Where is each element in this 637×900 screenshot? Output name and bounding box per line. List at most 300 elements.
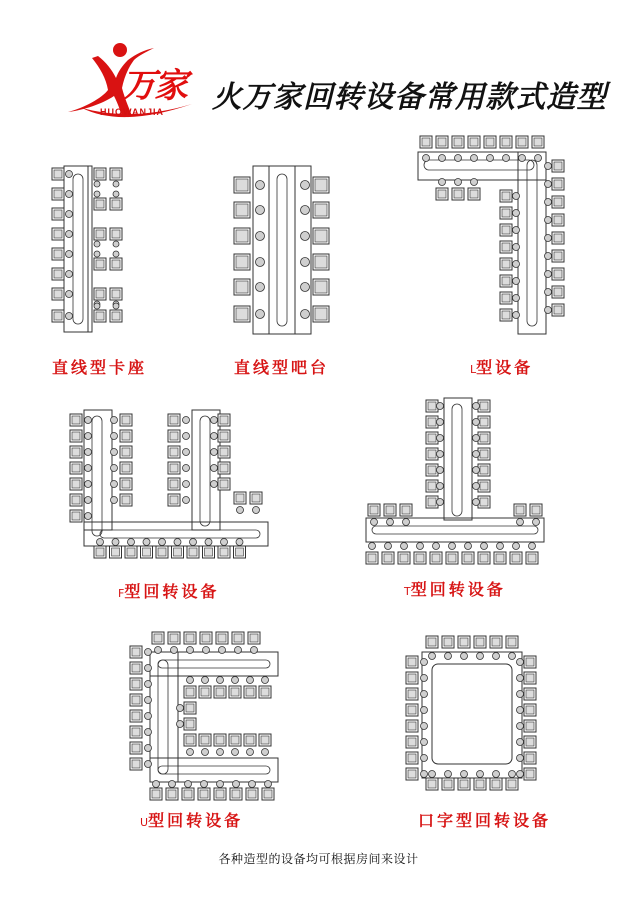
stool	[437, 435, 444, 442]
stool	[437, 451, 444, 458]
seat-cushion	[152, 790, 160, 798]
seat-cushion	[408, 690, 416, 698]
stool	[421, 771, 428, 778]
seat-cushion	[248, 790, 256, 798]
stool	[143, 539, 150, 546]
seat-cushion	[112, 200, 120, 208]
stool	[545, 253, 552, 260]
seat-cushion	[170, 448, 178, 456]
stool	[111, 433, 118, 440]
seat-cushion	[112, 170, 120, 178]
stool	[421, 707, 428, 714]
seat-cushion	[432, 554, 440, 562]
seat-cushion	[408, 754, 416, 762]
stool	[177, 705, 184, 712]
stool	[477, 653, 484, 660]
stool	[545, 307, 552, 314]
seat-cushion	[454, 190, 462, 198]
seat-cushion	[186, 688, 194, 696]
seat-cushion	[554, 162, 562, 170]
belt-counter	[150, 652, 178, 782]
seat-cushion	[96, 200, 104, 208]
seat-cushion	[54, 210, 62, 218]
seat-cushion	[54, 290, 62, 298]
caption-l-type: L型设备	[470, 358, 534, 377]
stool	[439, 155, 446, 162]
seat-cushion	[72, 432, 80, 440]
stool	[473, 483, 480, 490]
seat-cushion	[384, 554, 392, 562]
stool	[503, 155, 510, 162]
stool	[387, 519, 394, 526]
seat-cushion	[200, 790, 208, 798]
stool	[256, 283, 265, 292]
seat-cushion	[444, 780, 452, 788]
seat-cushion	[534, 138, 542, 146]
seat-cushion	[264, 790, 272, 798]
seat-cushion	[444, 638, 452, 646]
stool	[449, 543, 456, 550]
stool	[421, 739, 428, 746]
stool	[177, 721, 184, 728]
seat-cushion	[236, 308, 248, 320]
seat-cushion	[112, 290, 120, 298]
seat-cushion	[480, 418, 488, 426]
seat-cushion	[408, 722, 416, 730]
seat-cushion	[464, 554, 472, 562]
seat-cushion	[132, 728, 140, 736]
stool	[247, 677, 254, 684]
stool	[513, 244, 520, 251]
seat-cushion	[460, 780, 468, 788]
stool	[205, 539, 212, 546]
stool	[113, 181, 119, 187]
stool	[94, 191, 100, 197]
seat-cushion	[54, 190, 62, 198]
conveyor-track	[158, 660, 270, 668]
seat-cushion	[554, 306, 562, 314]
seat-cushion	[492, 780, 500, 788]
seat-cushion	[220, 464, 228, 472]
stool	[145, 761, 152, 768]
stool	[509, 653, 516, 660]
stool	[439, 179, 446, 186]
seat-cushion	[480, 498, 488, 506]
stool	[533, 519, 540, 526]
seat-cushion	[315, 204, 327, 216]
stool	[94, 241, 100, 247]
belt-counter	[150, 652, 278, 676]
seat-cushion	[261, 688, 269, 696]
stool	[85, 465, 92, 472]
seat-cushion	[54, 230, 62, 238]
seat-cushion	[132, 664, 140, 672]
stool	[545, 235, 552, 242]
seat-cushion	[512, 554, 520, 562]
seat-cushion	[480, 450, 488, 458]
stool	[211, 481, 218, 488]
stool	[66, 313, 73, 320]
stool	[301, 283, 310, 292]
belt-counter	[518, 152, 546, 334]
seat-cushion	[486, 138, 494, 146]
seat-cushion	[526, 658, 534, 666]
stool	[517, 771, 524, 778]
stool	[461, 771, 468, 778]
seat-cushion	[236, 179, 248, 191]
seat-cushion	[428, 418, 436, 426]
conveyor-track	[527, 160, 537, 326]
seat-cushion	[132, 696, 140, 704]
stool	[445, 771, 452, 778]
seat-cushion	[112, 312, 120, 320]
stool	[183, 481, 190, 488]
seat-cushion	[96, 312, 104, 320]
stool	[301, 206, 310, 215]
seat-cushion	[170, 496, 178, 504]
stool	[211, 433, 218, 440]
stool	[217, 749, 224, 756]
stool	[473, 435, 480, 442]
stool	[128, 539, 135, 546]
layout-straight-bar	[234, 166, 329, 334]
stool	[113, 241, 119, 247]
page-title: 火万家回转设备常用款式造型	[212, 80, 607, 115]
stool	[169, 781, 176, 788]
seat-cushion	[261, 736, 269, 744]
stool	[66, 231, 73, 238]
seat-cushion	[428, 498, 436, 506]
stool	[185, 781, 192, 788]
stool	[535, 155, 542, 162]
stool	[493, 771, 500, 778]
seat-cushion	[186, 634, 194, 642]
stool	[256, 206, 265, 215]
seat-cushion	[112, 260, 120, 268]
stool	[232, 749, 239, 756]
conveyor-track	[277, 174, 287, 326]
stool	[153, 781, 160, 788]
stool	[455, 155, 462, 162]
seat-cushion	[480, 434, 488, 442]
layout-f-type	[70, 410, 268, 558]
seat-cushion	[315, 308, 327, 320]
stool	[461, 653, 468, 660]
seat-cushion	[492, 638, 500, 646]
bar-counter	[253, 166, 311, 334]
seat-cushion	[122, 496, 130, 504]
seat-cushion	[428, 450, 436, 458]
seat-cushion	[184, 790, 192, 798]
stool	[513, 193, 520, 200]
seat-cushion	[502, 226, 510, 234]
seat-cushion	[408, 738, 416, 746]
conveyor-track	[432, 664, 512, 764]
belt-counter	[422, 652, 522, 778]
seat-cushion	[526, 690, 534, 698]
stool	[517, 659, 524, 666]
seat-cushion	[496, 554, 504, 562]
seat-cushion	[526, 770, 534, 778]
stool	[183, 449, 190, 456]
stool	[481, 543, 488, 550]
stool	[111, 497, 118, 504]
seat-cushion	[112, 230, 120, 238]
seat-cushion	[476, 638, 484, 646]
stool	[219, 647, 226, 654]
stool	[232, 677, 239, 684]
seat-cushion	[170, 432, 178, 440]
stool	[509, 771, 516, 778]
stool	[301, 181, 310, 190]
seat-cushion	[508, 638, 516, 646]
seat-cushion	[216, 790, 224, 798]
seat-cushion	[428, 466, 436, 474]
stool	[145, 745, 152, 752]
conveyor-track	[200, 416, 210, 526]
stool	[517, 519, 524, 526]
conveyor-track	[92, 416, 102, 536]
seat-cushion	[554, 234, 562, 242]
stool	[94, 303, 100, 309]
seat-cushion	[554, 270, 562, 278]
seat-cushion	[232, 790, 240, 798]
conveyor-track	[158, 766, 270, 774]
caption-u-type: U型回转设备	[140, 811, 244, 830]
stool	[66, 271, 73, 278]
caption-f-type: F型回转设备	[118, 582, 220, 601]
seat-cushion	[154, 634, 162, 642]
seat-cushion	[96, 230, 104, 238]
seat-cushion	[502, 277, 510, 285]
stool	[262, 749, 269, 756]
seat-cushion	[122, 480, 130, 488]
stool	[111, 417, 118, 424]
seat-cushion	[428, 402, 436, 410]
seat-cushion	[386, 506, 394, 514]
stool	[256, 310, 265, 319]
stool	[113, 191, 119, 197]
stool	[465, 543, 472, 550]
stool	[433, 543, 440, 550]
seat-cushion	[252, 494, 260, 502]
seat-cushion	[246, 688, 254, 696]
seat-cushion	[72, 480, 80, 488]
stool	[94, 181, 100, 187]
seat-cushion	[202, 634, 210, 642]
stool	[262, 677, 269, 684]
stool	[159, 539, 166, 546]
caption-straight-bar: 直线型吧台	[234, 358, 330, 377]
stool	[221, 539, 228, 546]
stool	[513, 295, 520, 302]
stool	[301, 232, 310, 241]
stool	[545, 163, 552, 170]
stool	[85, 497, 92, 504]
stool	[473, 419, 480, 426]
stool	[233, 781, 240, 788]
stool	[545, 217, 552, 224]
stool	[211, 417, 218, 424]
stool	[371, 519, 378, 526]
stool	[545, 289, 552, 296]
seat-cushion	[168, 790, 176, 798]
seat-cushion	[476, 780, 484, 788]
seat-cushion	[408, 658, 416, 666]
stool	[183, 497, 190, 504]
seat-cushion	[502, 138, 510, 146]
seat-cushion	[408, 770, 416, 778]
seat-cushion	[428, 482, 436, 490]
seat-cushion	[132, 648, 140, 656]
seat-cushion	[218, 634, 226, 642]
stool	[256, 232, 265, 241]
stool	[187, 677, 194, 684]
stool	[187, 749, 194, 756]
stool	[517, 739, 524, 746]
stool	[111, 481, 118, 488]
stool	[174, 539, 181, 546]
stool	[473, 467, 480, 474]
belt-counter	[150, 758, 278, 782]
seat-cushion	[236, 548, 244, 556]
seat-cushion	[246, 736, 254, 744]
layout-u-type	[130, 632, 278, 800]
stool	[471, 179, 478, 186]
seat-cushion	[460, 638, 468, 646]
seat-cushion	[438, 138, 446, 146]
seat-cushion	[480, 466, 488, 474]
stool	[265, 781, 272, 788]
seat-cushion	[236, 256, 248, 268]
stool	[251, 647, 258, 654]
stool	[473, 499, 480, 506]
seat-cushion	[220, 432, 228, 440]
stool	[201, 781, 208, 788]
stool	[513, 312, 520, 319]
conveyor-track	[73, 174, 83, 324]
seat-cushion	[236, 204, 248, 216]
stool	[66, 251, 73, 258]
stool	[236, 539, 243, 546]
stool	[473, 451, 480, 458]
stool	[211, 465, 218, 472]
stool	[493, 653, 500, 660]
stool	[85, 449, 92, 456]
stool	[237, 507, 244, 514]
caption-o-type: 口字型回转设备	[418, 811, 552, 830]
stool	[517, 707, 524, 714]
seat-cushion	[216, 688, 224, 696]
stool	[437, 483, 444, 490]
seat-cushion	[189, 548, 197, 556]
stool	[249, 781, 256, 788]
stool	[94, 251, 100, 257]
stool	[545, 181, 552, 188]
seat-cushion	[216, 736, 224, 744]
stool	[145, 665, 152, 672]
stool	[203, 647, 210, 654]
stool	[253, 507, 260, 514]
seat-cushion	[400, 554, 408, 562]
seat-cushion	[96, 548, 104, 556]
seat-cushion	[186, 704, 194, 712]
seat-cushion	[170, 634, 178, 642]
stool	[66, 191, 73, 198]
seat-cushion	[448, 554, 456, 562]
caption-straight-booth: 直线型卡座	[52, 358, 148, 377]
seat-cushion	[72, 448, 80, 456]
seat-cushion	[72, 416, 80, 424]
seat-cushion	[186, 720, 194, 728]
seat-cushion	[502, 209, 510, 217]
seat-cushion	[480, 482, 488, 490]
seat-cushion	[528, 554, 536, 562]
seat-cushion	[132, 712, 140, 720]
layout-o-type	[406, 636, 536, 790]
seat-cushion	[502, 294, 510, 302]
seat-cushion	[158, 548, 166, 556]
seat-cushion	[554, 180, 562, 188]
stool	[112, 539, 119, 546]
seat-cushion	[220, 416, 228, 424]
seat-cushion	[127, 548, 135, 556]
conveyor-track	[158, 660, 168, 774]
stool	[513, 210, 520, 217]
stool	[301, 310, 310, 319]
seat-cushion	[554, 216, 562, 224]
stool	[513, 278, 520, 285]
stool	[97, 539, 104, 546]
stool	[217, 781, 224, 788]
seat-cushion	[526, 738, 534, 746]
stool	[437, 403, 444, 410]
seat-cushion	[454, 138, 462, 146]
stool	[85, 417, 92, 424]
seat-cushion	[205, 548, 213, 556]
seat-cushion	[170, 464, 178, 472]
seat-cushion	[554, 288, 562, 296]
seat-cushion	[234, 634, 242, 642]
seat-cushion	[526, 674, 534, 682]
stool	[66, 171, 73, 178]
seat-cushion	[532, 506, 540, 514]
seat-cushion	[170, 480, 178, 488]
seat-cushion	[72, 496, 80, 504]
stool	[401, 543, 408, 550]
seat-cushion	[122, 448, 130, 456]
stool	[497, 543, 504, 550]
seat-cushion	[54, 250, 62, 258]
seat-cushion	[174, 548, 182, 556]
stool	[403, 519, 410, 526]
brand-name-en: HUOWANJIA	[100, 107, 165, 117]
stool	[421, 675, 428, 682]
conveyor-track	[372, 526, 538, 534]
stool	[513, 261, 520, 268]
stool	[385, 543, 392, 550]
seat-cushion	[428, 434, 436, 442]
seat-cushion	[502, 260, 510, 268]
seat-cushion	[220, 548, 228, 556]
stool	[217, 677, 224, 684]
stool	[421, 659, 428, 666]
stool	[113, 303, 119, 309]
seat-cushion	[236, 281, 248, 293]
stool	[437, 467, 444, 474]
stool	[113, 251, 119, 257]
seat-cushion	[402, 506, 410, 514]
